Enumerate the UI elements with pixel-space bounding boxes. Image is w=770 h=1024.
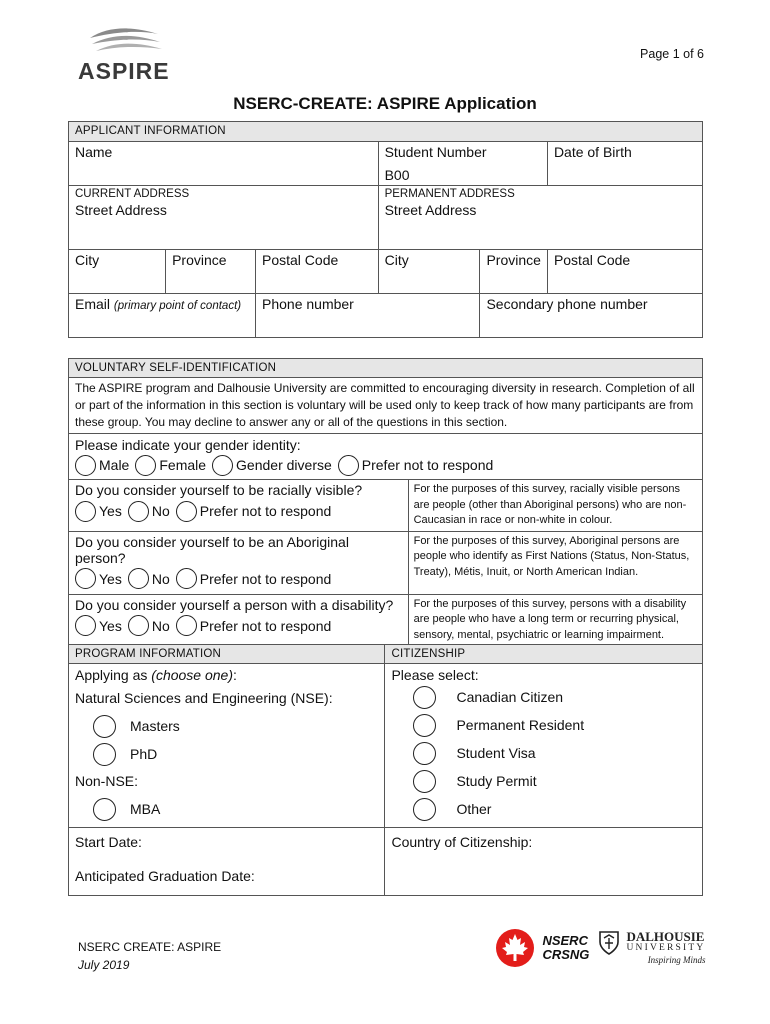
- student-visa-label: Student Visa: [456, 745, 536, 761]
- disability-yes-radio[interactable]: [75, 615, 96, 636]
- current-province-field[interactable]: [166, 250, 256, 294]
- logo-text: ASPIRE: [78, 58, 170, 84]
- permanent-street-label: Street Address: [384, 202, 477, 218]
- aboriginal-prefer-radio[interactable]: [176, 568, 197, 589]
- current-address-title: CURRENT ADDRESS: [75, 188, 190, 200]
- racial-note: For the purposes of this survey, racially visible persons are people (other than Aboriginal persons) who are non-Caucasian in race or non-white in colour.: [408, 480, 702, 532]
- aboriginal-no-radio[interactable]: [128, 568, 149, 589]
- student-visa-radio[interactable]: [413, 742, 436, 765]
- please-select-label: Please select:: [391, 667, 479, 683]
- city-label: City: [384, 252, 409, 268]
- student-number-value: B00: [384, 167, 410, 183]
- gender-diverse-label: Gender diverse: [236, 457, 332, 473]
- gender-male-label: Male: [99, 457, 130, 473]
- disability-prefer-label: Prefer not to respond: [199, 617, 332, 634]
- student-number-label: Student Number: [384, 144, 487, 160]
- nserc-text: NSERC: [542, 933, 588, 948]
- mba-radio[interactable]: [93, 798, 116, 821]
- applicant-info-table: [68, 121, 703, 338]
- gender-prefer-radio[interactable]: [338, 455, 359, 476]
- gender-prefer-label: Prefer not to respond: [361, 457, 494, 473]
- aboriginal-note: For the purposes of this survey, Aboriginal persons are people who identify as First Nations (Status, Non-Status, Treaty), Métis, Inuit, or North American Indian.: [408, 531, 702, 594]
- page-number: Page 1 of 6: [640, 47, 704, 61]
- name-field[interactable]: [69, 142, 379, 186]
- current-address-field[interactable]: [69, 186, 379, 250]
- permanent-resident-label: Permanent Resident: [456, 717, 585, 733]
- name-label: Name: [75, 144, 113, 160]
- gender-female-label: Female: [159, 457, 207, 473]
- current-city-field[interactable]: [69, 250, 166, 294]
- disability-no-label: No: [151, 617, 170, 634]
- inspiring-minds-text: Inspiring Minds: [647, 955, 706, 965]
- permanent-postal-field[interactable]: [547, 250, 702, 294]
- permanent-resident-radio[interactable]: [413, 714, 436, 737]
- aboriginal-question: Do you consider yourself to be an Aboriginal person?: [75, 533, 349, 566]
- section-header-applicant: APPLICANT INFORMATION: [69, 122, 703, 142]
- dalhousie-text: DALHOUSIE: [626, 929, 705, 944]
- phd-radio[interactable]: [93, 743, 116, 766]
- choose-one-label: (choose one): [151, 667, 233, 683]
- phd-label: PhD: [130, 746, 158, 762]
- masters-radio[interactable]: [93, 715, 116, 738]
- aboriginal-no-label: No: [151, 570, 170, 587]
- permanent-city-field[interactable]: [378, 250, 480, 294]
- disability-yes-label: Yes: [99, 617, 122, 634]
- gender-diverse-radio[interactable]: [212, 455, 233, 476]
- wave-icon: [78, 24, 168, 58]
- gender-question: Please indicate your gender identity:: [75, 437, 301, 453]
- phone-field[interactable]: [256, 294, 480, 338]
- maple-leaf-icon: [495, 928, 535, 968]
- study-permit-radio[interactable]: [413, 770, 436, 793]
- gender-male-radio[interactable]: [75, 455, 96, 476]
- secondary-phone-field[interactable]: [480, 294, 703, 338]
- city-label: City: [75, 252, 100, 268]
- section-header-program: PROGRAM INFORMATION: [69, 645, 385, 664]
- section-header-voluntary: VOLUNTARY SELF-IDENTIFICATION: [69, 359, 703, 378]
- racial-no-label: No: [151, 503, 170, 519]
- crest-icon: [598, 930, 620, 956]
- nse-label: Natural Sciences and Engineering (NSE):: [75, 690, 333, 706]
- canadian-citizen-label: Canadian Citizen: [456, 689, 564, 705]
- student-number-field[interactable]: [378, 142, 547, 186]
- voluntary-intro: The ASPIRE program and Dalhousie University are committed to encouraging diversity in research. Completion of all or part of the information in this section is voluntary will be used only to keep track of how many participants are from these group. You may decline to answer any or all of the questions in this section.: [69, 378, 703, 434]
- grad-date-label: Anticipated Graduation Date:: [75, 868, 255, 884]
- racial-no-radio[interactable]: [128, 501, 149, 522]
- dates-field[interactable]: [69, 828, 385, 896]
- footer-text: [78, 938, 221, 974]
- start-date-label: Start Date:: [75, 834, 142, 850]
- dalhousie-logo: [598, 930, 705, 966]
- disability-question: Do you consider yourself a person with a disability?: [75, 596, 394, 613]
- aboriginal-yes-label: Yes: [99, 570, 122, 587]
- postal-label: Postal Code: [553, 252, 631, 268]
- permanent-province-field[interactable]: [480, 250, 547, 294]
- racial-prefer-radio[interactable]: [176, 501, 197, 522]
- secondary-phone-label: Secondary phone number: [486, 296, 648, 312]
- disability-note: For the purposes of this survey, persons with a disability are people who have a long term or recurring physical, sensory, mental, psychiatric or learning impairment.: [408, 594, 702, 646]
- permanent-address-field[interactable]: [378, 186, 702, 250]
- racial-yes-radio[interactable]: [75, 501, 96, 522]
- aboriginal-yes-radio[interactable]: [75, 568, 96, 589]
- province-label: Province: [486, 252, 541, 268]
- program-citizenship-table: [68, 644, 703, 896]
- applying-colon: :: [233, 667, 237, 683]
- mba-label: MBA: [130, 801, 161, 817]
- country-field[interactable]: [385, 828, 703, 896]
- province-label: Province: [172, 252, 227, 268]
- email-field[interactable]: [69, 294, 256, 338]
- non-nse-label: Non-NSE:: [75, 773, 139, 789]
- masters-label: Masters: [130, 718, 180, 734]
- email-note: (primary point of contact): [113, 300, 242, 312]
- aboriginal-prefer-label: Prefer not to respond: [199, 570, 332, 587]
- voluntary-table: [68, 358, 703, 646]
- current-postal-field[interactable]: [256, 250, 379, 294]
- university-text: UNIVERSITY: [626, 943, 706, 953]
- permanent-address-title: PERMANENT ADDRESS: [384, 188, 515, 200]
- disability-no-radio[interactable]: [128, 615, 149, 636]
- page-title: NSERC-CREATE: ASPIRE Application: [233, 94, 537, 113]
- nserc-logo: [495, 928, 589, 968]
- aspire-logo: [78, 24, 178, 84]
- crsng-text: CRSNG: [542, 947, 590, 962]
- applying-as-label: Applying as: [75, 667, 148, 683]
- other-radio[interactable]: [413, 798, 436, 821]
- email-label: Email: [75, 296, 111, 312]
- racial-yes-label: Yes: [99, 503, 122, 519]
- postal-label: Postal Code: [262, 252, 339, 268]
- gender-options: [75, 453, 696, 477]
- current-street-label: Street Address: [75, 202, 167, 218]
- study-permit-label: Study Permit: [456, 773, 537, 789]
- footer-line1: NSERC CREATE: ASPIRE: [78, 940, 222, 954]
- footer-line2: July 2019: [78, 958, 130, 972]
- phone-label: Phone number: [262, 296, 354, 312]
- dob-field[interactable]: [547, 142, 702, 186]
- section-header-citizenship: CITIZENSHIP: [385, 645, 703, 664]
- dob-label: Date of Birth: [553, 144, 632, 160]
- gender-female-radio[interactable]: [135, 455, 156, 476]
- canadian-citizen-radio[interactable]: [413, 686, 436, 709]
- other-label: Other: [456, 801, 492, 817]
- racial-question: Do you consider yourself to be racially visible?: [75, 482, 363, 498]
- racial-prefer-label: Prefer not to respond: [199, 503, 332, 519]
- country-label: Country of Citizenship:: [391, 834, 533, 850]
- applying-as-line: [75, 667, 378, 690]
- disability-prefer-radio[interactable]: [176, 615, 197, 636]
